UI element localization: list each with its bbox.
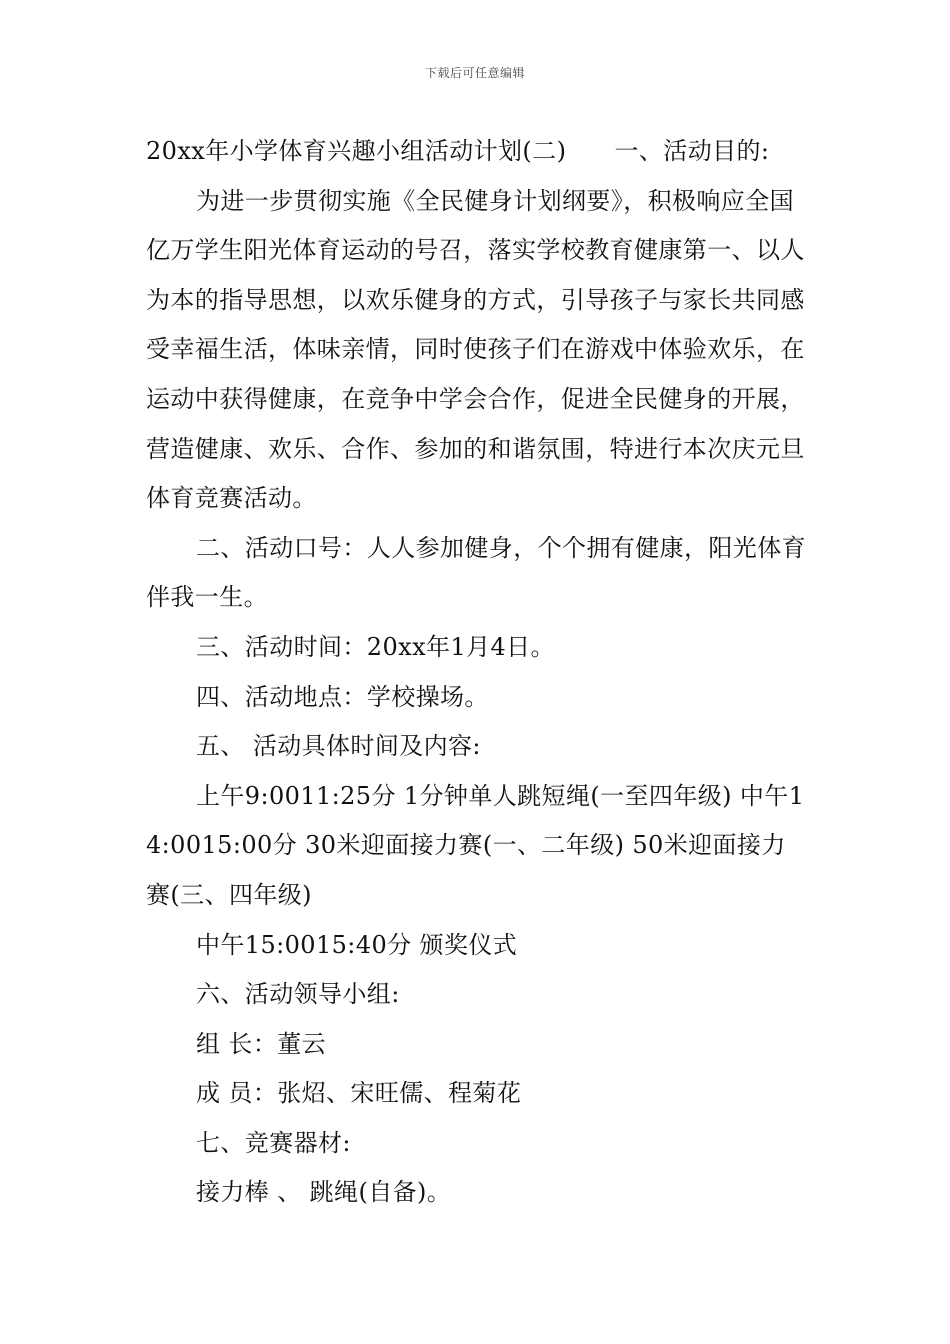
paragraph-leadership-heading: 六、活动领导小组: bbox=[196, 980, 400, 1009]
paragraph-location: 四、活动地点：学校操场。 bbox=[196, 682, 489, 711]
paragraph-purpose: 为进一步贯彻实施《全民健身计划纲要》，积极响应全国亿万学生阳光体育运动的号召，落实学校教育健康第一、以人为本的指导思想，以欢乐健身的方式，引导孩子与家长共同感受幸福生活，体味亲情，同时使孩子们在游戏中体验欢乐，在运动中获得健康，在竞争中学会合作，促进全民健身的开展，营造健康、欢乐、合作、参加的和谐氛围，特进行本次庆元旦体育竞赛活动。 bbox=[146, 186, 805, 513]
paragraph-equipment: 接力棒 、 跳绳(自备)。 bbox=[196, 1178, 452, 1207]
paragraph-time: 三、活动时间：20xx年1月4日。 bbox=[196, 632, 555, 661]
document-body bbox=[146, 127, 810, 1218]
paragraph-schedule: 上午9:0011:25分 1分钟单人跳短绳(一至四年级) 中午14:0015:00分 30米迎面接力赛(一、二年级) 50米迎面接力赛(三、四年级) bbox=[146, 781, 805, 909]
paragraph-members: 成 员：张炤、宋旺儒、程菊花 bbox=[196, 1079, 522, 1108]
document-title: 20xx年小学体育兴趣小组活动计划(二) 一、活动目的: bbox=[146, 137, 770, 165]
paragraph-equipment-heading: 七、竞赛器材: bbox=[196, 1128, 351, 1157]
page-header: 下载后可任意编辑 bbox=[424, 66, 525, 80]
paragraph-slogan: 二、活动口号：人人参加健身，个个拥有健康，阳光体育伴我一生。 bbox=[146, 533, 806, 612]
paragraph-leader: 组 长：董云 bbox=[196, 1029, 327, 1058]
paragraph-schedule-heading: 五、 活动具体时间及内容: bbox=[196, 732, 481, 761]
paragraph-ceremony: 中午15:0015:40分 颁奖仪式 bbox=[196, 930, 518, 959]
